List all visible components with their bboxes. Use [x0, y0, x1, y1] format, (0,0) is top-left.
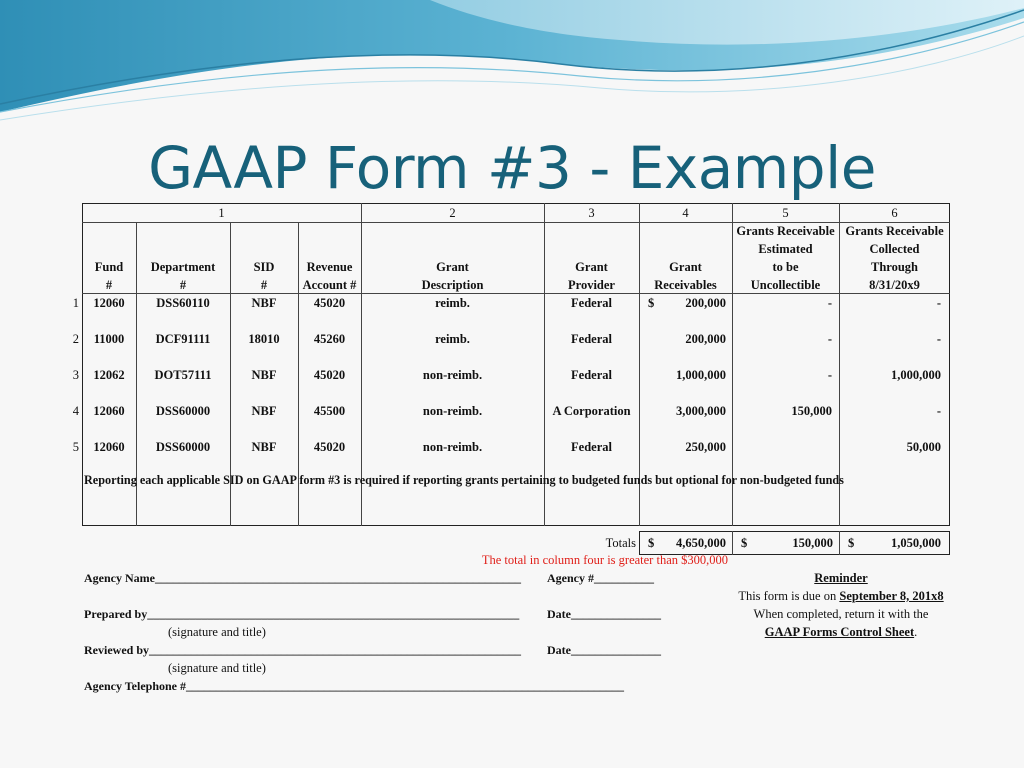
- header-grant-description: Description: [421, 278, 484, 292]
- totals-collected-dollar: $: [848, 536, 855, 550]
- reminder-sheet-suffix: .: [914, 625, 918, 639]
- column-number: 4: [682, 206, 689, 220]
- reporting-note: Reporting each applicable SID on GAAP form #3 is required if reporting grants pertaining to budgeted funds but optional for non-budgeted funds: [84, 473, 844, 487]
- header-collected: Collected: [869, 242, 920, 256]
- totals-receivables-dollar: $: [648, 536, 655, 550]
- reminder-heading: Reminder: [814, 571, 868, 585]
- cell-collected: -: [936, 296, 941, 310]
- header-collected: Through: [870, 260, 918, 274]
- header-fund: #: [105, 278, 113, 292]
- header-grant-receivables: Grant: [669, 260, 702, 274]
- cell-desc: non-reimb.: [422, 440, 483, 454]
- cell-fund: 12060: [93, 404, 125, 418]
- cell-sid: 18010: [248, 332, 280, 346]
- header-uncollectible: Uncollectible: [750, 278, 821, 292]
- header-grant-receivables: Receivables: [654, 278, 717, 292]
- cell-sid: NBF: [251, 404, 277, 418]
- prepared-by-field[interactable]: Prepared by______________________________________________________________: [84, 607, 520, 621]
- header-uncollectible: Estimated: [758, 242, 813, 256]
- totals-collected: 1,050,000: [891, 536, 941, 550]
- cell-provider: Federal: [571, 332, 612, 346]
- cell-receivables: 200,000: [685, 332, 726, 346]
- cell-dept: DCF91111: [155, 332, 211, 346]
- header-grant-description: Grant: [436, 260, 469, 274]
- cell-uncollectible: -: [827, 296, 832, 310]
- cell-collected: -: [936, 332, 941, 346]
- reviewed-date-field[interactable]: Date_______________: [547, 643, 661, 657]
- cell-dept: DSS60000: [155, 440, 211, 454]
- header-revenue: Account #: [302, 278, 357, 292]
- header-sid: SID: [253, 260, 275, 274]
- cell-provider: Federal: [571, 440, 612, 454]
- line-number: 1: [72, 296, 79, 310]
- reminder-sheet-line: [722, 623, 960, 641]
- cell-uncollectible: -: [827, 368, 832, 382]
- header-uncollectible: to be: [772, 260, 799, 274]
- cell-sid: NBF: [251, 296, 277, 310]
- header-department: Department: [150, 260, 216, 274]
- reminder-sheet-name: GAAP Forms Control Sheet: [764, 625, 915, 639]
- signature-caption: (signature and title): [168, 661, 266, 675]
- cell-fund: 12062: [93, 368, 125, 382]
- column-number: 3: [588, 206, 595, 220]
- cell-provider: Federal: [571, 296, 612, 310]
- page-title: GAAP Form #3 - Example: [148, 134, 876, 202]
- totals-divider: [732, 531, 733, 555]
- column-number: 6: [891, 206, 898, 220]
- cell-provider: Federal: [571, 368, 612, 382]
- cell-desc: reimb.: [435, 332, 470, 346]
- gaap-form: [72, 203, 950, 703]
- wave-banner: [0, 0, 1024, 130]
- cell-revenue: 45020: [313, 296, 346, 310]
- header-revenue: Revenue: [306, 260, 353, 274]
- header-grant-provider: Grant: [575, 260, 608, 274]
- line-number: 3: [72, 368, 79, 382]
- header-department: #: [179, 278, 187, 292]
- header-collected: Grants Receivable: [845, 224, 944, 238]
- reminder-due-line: [722, 587, 960, 605]
- cell-dept: DSS60000: [155, 404, 211, 418]
- column-number: 2: [449, 206, 456, 220]
- cell-receivables: 3,000,000: [676, 404, 726, 418]
- header-uncollectible: Grants Receivable: [736, 224, 835, 238]
- header-collected: 8/31/20x9: [869, 278, 920, 292]
- warning-message: The total in column four is greater than $300,000: [481, 553, 728, 567]
- header-grant-provider: Provider: [568, 278, 615, 292]
- reviewed-by-field[interactable]: Reviewed by______________________________________________________________: [84, 643, 521, 657]
- cell-collected: 1,000,000: [891, 368, 941, 382]
- totals-label: Totals: [605, 536, 636, 550]
- column-number: 1: [218, 206, 225, 220]
- header-fund: Fund: [94, 260, 124, 274]
- cell-sid: NBF: [251, 440, 277, 454]
- cell-dept: DOT57111: [154, 368, 212, 382]
- cell-desc: non-reimb.: [422, 404, 483, 418]
- cell-desc: non-reimb.: [422, 368, 483, 382]
- agency-name-field[interactable]: Agency Name_____________________________________________________________: [84, 571, 521, 585]
- cell-dollar: $: [648, 296, 655, 310]
- cell-provider: A Corporation: [552, 404, 631, 418]
- totals-receivables: 4,650,000: [676, 536, 726, 550]
- line-number: 4: [72, 404, 79, 418]
- header-sid: #: [260, 278, 268, 292]
- reminder-due-prefix: This form is due on: [738, 589, 840, 603]
- cell-receivables: 200,000: [685, 296, 726, 310]
- cell-revenue: 45500: [313, 404, 346, 418]
- cell-uncollectible: 150,000: [791, 404, 832, 418]
- agency-telephone-field[interactable]: Agency Telephone #_________________________________________________________________________: [84, 679, 625, 693]
- reminder-due-date: September 8, 201x8: [839, 589, 944, 603]
- cell-revenue: 45260: [313, 332, 346, 346]
- cell-receivables: 1,000,000: [676, 368, 726, 382]
- reminder-return-line: When completed, return it with the: [753, 607, 929, 621]
- cell-collected: -: [936, 404, 941, 418]
- cell-collected: 50,000: [906, 440, 941, 454]
- cell-revenue: 45020: [313, 368, 346, 382]
- cell-receivables: 250,000: [685, 440, 726, 454]
- totals-divider: [839, 531, 840, 555]
- agency-number-field[interactable]: Agency #__________: [547, 571, 654, 585]
- signature-caption: (signature and title): [168, 625, 266, 639]
- cell-revenue: 45020: [313, 440, 346, 454]
- totals-uncollectible: 150,000: [792, 536, 833, 550]
- cell-fund: 11000: [93, 332, 125, 346]
- cell-fund: 12060: [93, 296, 125, 310]
- prepared-date-field[interactable]: Date_______________: [547, 607, 661, 621]
- totals-uncollectible-dollar: $: [741, 536, 748, 550]
- cell-sid: NBF: [251, 368, 277, 382]
- line-number: 5: [72, 440, 79, 454]
- cell-dept: DSS60110: [156, 296, 210, 310]
- line-number: 2: [72, 332, 79, 346]
- column-number: 5: [782, 206, 789, 220]
- cell-uncollectible: -: [827, 332, 832, 346]
- cell-desc: reimb.: [435, 296, 470, 310]
- cell-fund: 12060: [93, 440, 125, 454]
